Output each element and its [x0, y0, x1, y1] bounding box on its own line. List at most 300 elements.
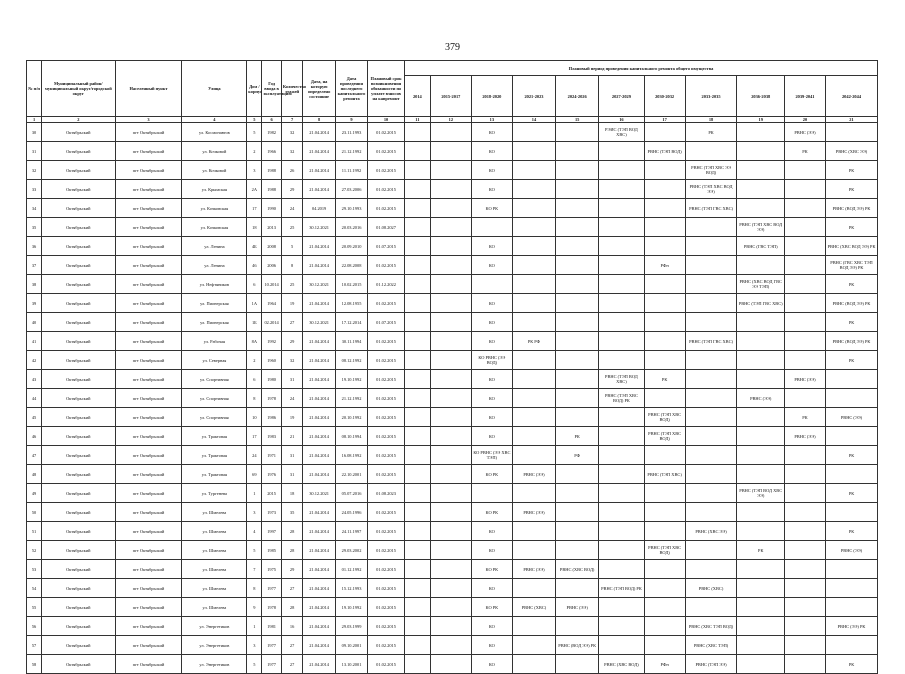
cell-state-date: 21.04.2014	[303, 598, 335, 617]
cell-settlement: пгт Октябрьский	[115, 655, 182, 674]
cell-period-work: КО РВНС (ЭЭ ХВС ТЭП)	[471, 446, 512, 465]
cell-year-built: 1981	[262, 617, 281, 636]
cell-no: 38	[27, 275, 42, 294]
cell-next-period: 01.02.2015	[368, 294, 405, 313]
cell-period-work	[644, 218, 685, 237]
cell-period-work	[430, 408, 471, 427]
cell-period-work	[784, 655, 825, 674]
table-row	[27, 313, 878, 332]
cell-last-repair-date: 24.11.1997	[335, 522, 367, 541]
cell-period-work	[737, 465, 785, 484]
table-row	[27, 617, 878, 636]
cell-period-work	[556, 579, 599, 598]
cell-street: ул. Пионерская	[182, 313, 247, 332]
cell-municipality: Октябрьский	[42, 123, 115, 142]
cell-period-work	[599, 446, 644, 465]
cell-period-work: РВНС (ТЭП ХВС ВОД) РК	[599, 389, 644, 408]
cell-period-work	[644, 560, 685, 579]
cell-next-period: 01.02.2015	[368, 161, 405, 180]
cell-period-work	[556, 484, 599, 503]
cell-period-work	[556, 142, 599, 161]
cell-last-repair-date: 05.07.2016	[335, 484, 367, 503]
cell-municipality: Октябрьский	[42, 636, 115, 655]
cell-street: ул. Шмелева	[182, 522, 247, 541]
cell-next-period: 01.07.2015	[368, 313, 405, 332]
cell-period-work	[404, 370, 430, 389]
table-row	[27, 332, 878, 351]
cell-period-work	[826, 579, 878, 598]
cell-period-work	[599, 503, 644, 522]
cell-settlement: пгт Октябрьский	[115, 465, 182, 484]
cell-no: 37	[27, 256, 42, 275]
cell-floors: 5	[281, 237, 303, 256]
cell-year-built: 1960	[262, 351, 281, 370]
cell-house: 18	[247, 218, 262, 237]
cell-period-work	[556, 465, 599, 484]
cell-period-work	[556, 503, 599, 522]
column-number: 11	[404, 117, 430, 123]
cell-municipality: Октябрьский	[42, 218, 115, 237]
cell-next-period: 01.02.2015	[368, 389, 405, 408]
table-row	[27, 180, 878, 199]
header-periods-title: Плановый период проведения капитального ремонта общего имущества	[404, 61, 877, 76]
cell-period-work	[512, 408, 555, 427]
cell-house: 69	[247, 465, 262, 484]
cell-period-work	[512, 389, 555, 408]
cell-floors: 27	[281, 636, 303, 655]
cell-period-work	[737, 560, 785, 579]
cell-street: ул. Трактовая	[182, 446, 247, 465]
cell-street: ул. Энергетиков	[182, 636, 247, 655]
cell-street: ул. Шмелева	[182, 579, 247, 598]
cell-period-work	[512, 351, 555, 370]
cell-period-work	[404, 218, 430, 237]
cell-house: 8	[247, 389, 262, 408]
cell-period-work	[556, 256, 599, 275]
cell-period-work	[599, 484, 644, 503]
cell-period-work	[599, 275, 644, 294]
cell-period-work: РК	[826, 218, 878, 237]
cell-period-work	[404, 465, 430, 484]
cell-period-work	[556, 655, 599, 674]
cell-next-period: 01.08.2027	[368, 218, 405, 237]
cell-period-work	[644, 446, 685, 465]
cell-period-work	[784, 256, 825, 275]
cell-period-work	[644, 389, 685, 408]
cell-last-repair-date: 17.12.2014	[335, 313, 367, 332]
cell-period-work	[685, 541, 737, 560]
table-row	[27, 598, 878, 617]
cell-period-work: РК	[737, 541, 785, 560]
cell-floors: 27	[281, 655, 303, 674]
cell-municipality: Октябрьский	[42, 332, 115, 351]
cell-period-work	[826, 636, 878, 655]
cell-period-work	[685, 427, 737, 446]
cell-period-work	[784, 237, 825, 256]
cell-period-work	[404, 256, 430, 275]
cell-period-work	[556, 199, 599, 218]
table-row	[27, 503, 878, 522]
cell-state-date: 21.04.2014	[303, 503, 335, 522]
cell-settlement: пгт Октябрьский	[115, 522, 182, 541]
header-period: 2015-2017	[430, 76, 471, 117]
cell-last-repair-date: 30.11.1994	[335, 332, 367, 351]
cell-period-work: РВНС (ЭЭ)	[826, 541, 878, 560]
cell-settlement: пгт Октябрьский	[115, 408, 182, 427]
cell-period-work	[737, 617, 785, 636]
cell-period-work: РВНС (ТЭП ХВС ВОД)	[644, 408, 685, 427]
cell-floors: 35	[281, 503, 303, 522]
cell-period-work	[404, 427, 430, 446]
cell-period-work: РВНС (ЭЭ)	[512, 560, 555, 579]
cell-period-work	[556, 180, 599, 199]
cell-period-work	[512, 256, 555, 275]
cell-next-period: 01.02.2015	[368, 142, 405, 161]
cell-house: 17	[247, 427, 262, 446]
cell-settlement: пгт Октябрьский	[115, 598, 182, 617]
cell-next-period: 01.02.2015	[368, 579, 405, 598]
cell-state-date: 21.04.2014	[303, 161, 335, 180]
cell-period-work	[685, 465, 737, 484]
header-period: 2024-2026	[556, 76, 599, 117]
cell-period-work	[512, 199, 555, 218]
cell-last-repair-date: 08.12.1992	[335, 351, 367, 370]
header-period: 2030-2032	[644, 76, 685, 117]
table-row	[27, 351, 878, 370]
cell-period-work	[404, 351, 430, 370]
cell-period-work	[556, 408, 599, 427]
cell-period-work	[556, 313, 599, 332]
cell-street: ул. Трактовая	[182, 465, 247, 484]
cell-period-work	[404, 503, 430, 522]
cell-street: ул. Крымская	[182, 180, 247, 199]
cell-period-work: КО	[471, 370, 512, 389]
cell-street: ул. Пионерская	[182, 294, 247, 313]
cell-period-work	[556, 237, 599, 256]
cell-last-repair-date: 29.10.1993	[335, 199, 367, 218]
cell-period-work: РК	[826, 180, 878, 199]
cell-year-built: 1988	[262, 161, 281, 180]
cell-period-work: КО РК	[471, 560, 512, 579]
cell-year-built: 1964	[262, 294, 281, 313]
cell-no: 57	[27, 636, 42, 655]
cell-last-repair-date: 08.10.1994	[335, 427, 367, 446]
cell-period-work: РВНС (ХВС ЭЭ)	[826, 142, 878, 161]
cell-last-repair-date: 09.10.2001	[335, 636, 367, 655]
cell-period-work	[430, 313, 471, 332]
cell-period-work	[404, 180, 430, 199]
cell-year-built: 1983	[262, 427, 281, 446]
cell-period-work	[737, 598, 785, 617]
cell-period-work	[430, 465, 471, 484]
cell-no: 46	[27, 427, 42, 446]
cell-period-work: РФн	[644, 256, 685, 275]
cell-street: ул. Космонавтов	[182, 123, 247, 142]
cell-period-work	[512, 636, 555, 655]
cell-state-date: 21.04.2014	[303, 123, 335, 142]
cell-floors: 19	[281, 408, 303, 427]
cell-period-work: КО	[471, 636, 512, 655]
header-last-repair-date: Дата проведения последнего капитального ремонта	[335, 61, 367, 117]
cell-period-work	[430, 389, 471, 408]
cell-period-work	[784, 465, 825, 484]
cell-last-repair-date: 19.10.1992	[335, 598, 367, 617]
cell-street: ул. Энергетиков	[182, 655, 247, 674]
cell-period-work	[685, 598, 737, 617]
cell-period-work	[430, 636, 471, 655]
cell-period-work	[784, 199, 825, 218]
cell-period-work: РВНС (ТЭП ГВС ХВС)	[685, 332, 737, 351]
cell-year-built: 1978	[262, 598, 281, 617]
cell-state-date: 21.04.2014	[303, 351, 335, 370]
cell-period-work	[512, 370, 555, 389]
cell-period-work	[404, 161, 430, 180]
cell-floors: 29	[281, 180, 303, 199]
cell-period-work	[784, 579, 825, 598]
cell-year-built: 1990	[262, 199, 281, 218]
cell-state-date: 21.04.2014	[303, 655, 335, 674]
cell-period-work: РК	[826, 522, 878, 541]
cell-municipality: Октябрьский	[42, 199, 115, 218]
column-number: 2	[42, 117, 115, 123]
cell-street: ул. Ленина	[182, 256, 247, 275]
cell-year-built: 2008	[262, 237, 281, 256]
cell-period-work: РВНС (ЭЭ)	[512, 503, 555, 522]
table-row	[27, 199, 878, 218]
column-number: 10	[368, 117, 405, 123]
cell-period-work	[737, 636, 785, 655]
cell-year-built: 1985	[262, 541, 281, 560]
cell-house: 1Б	[247, 313, 262, 332]
cell-period-work	[784, 294, 825, 313]
cell-floors: 28	[281, 522, 303, 541]
cell-period-work: РВНС (ЭЭ)	[784, 123, 825, 142]
cell-period-work	[404, 484, 430, 503]
cell-no: 43	[27, 370, 42, 389]
cell-period-work	[784, 541, 825, 560]
cell-house: 7	[247, 560, 262, 579]
cell-period-work: РВНС (ТЭП ХВС ВОД)	[644, 427, 685, 446]
cell-period-work	[737, 351, 785, 370]
table-row	[27, 522, 878, 541]
table-row	[27, 161, 878, 180]
page-number: 379	[445, 42, 460, 53]
column-number: 13	[471, 117, 512, 123]
cell-settlement: пгт Октябрьский	[115, 446, 182, 465]
cell-municipality: Октябрьский	[42, 294, 115, 313]
cell-municipality: Октябрьский	[42, 389, 115, 408]
cell-period-work: РК РФ	[512, 332, 555, 351]
cell-house: 17	[247, 199, 262, 218]
cell-period-work	[512, 522, 555, 541]
cell-house: 1А	[247, 294, 262, 313]
cell-period-work	[512, 161, 555, 180]
table-row	[27, 427, 878, 446]
cell-state-date: 21.04.2014	[303, 370, 335, 389]
cell-period-work	[512, 541, 555, 560]
cell-no: 33	[27, 180, 42, 199]
table-row	[27, 465, 878, 484]
cell-period-work: КО	[471, 142, 512, 161]
cell-period-work	[404, 237, 430, 256]
cell-state-date: 21.04.2014	[303, 617, 335, 636]
cell-last-repair-date: 01.12.1992	[335, 560, 367, 579]
cell-period-work	[644, 351, 685, 370]
cell-state-date: 30.12.2021	[303, 218, 335, 237]
cell-settlement: пгт Октябрьский	[115, 332, 182, 351]
cell-next-period: 01.02.2015	[368, 199, 405, 218]
cell-period-work: РВНС (ТЭП ГВС ХВС)	[685, 199, 737, 218]
cell-year-built: 1988	[262, 180, 281, 199]
cell-settlement: пгт Октябрьский	[115, 636, 182, 655]
cell-year-built: 1986	[262, 408, 281, 427]
cell-settlement: пгт Октябрьский	[115, 351, 182, 370]
cell-floors: 28	[281, 541, 303, 560]
cell-street: ул. Нефтяников	[182, 275, 247, 294]
table-row	[27, 655, 878, 674]
cell-period-work	[737, 408, 785, 427]
cell-period-work: РВНС (ЭЭ)	[826, 408, 878, 427]
cell-state-date: 21.04.2014	[303, 237, 335, 256]
cell-street: ул. Рабочая	[182, 332, 247, 351]
cell-period-work: КО	[471, 579, 512, 598]
cell-period-work	[404, 142, 430, 161]
cell-period-work	[512, 237, 555, 256]
cell-period-work	[556, 275, 599, 294]
cell-last-repair-date: 22.10.2001	[335, 465, 367, 484]
cell-period-work	[784, 617, 825, 636]
cell-house: 6	[247, 370, 262, 389]
cell-period-work: РВНС (ТЭП ВОД ХВС ЭЭ)	[737, 484, 785, 503]
cell-period-work	[685, 142, 737, 161]
cell-house: 2	[247, 142, 262, 161]
cell-period-work	[644, 332, 685, 351]
header-period: 2027-2029	[599, 76, 644, 117]
cell-period-work	[784, 389, 825, 408]
cell-period-work	[784, 503, 825, 522]
cell-period-work	[404, 389, 430, 408]
cell-period-work: КО	[471, 655, 512, 674]
cell-last-repair-date: 29.03.2002	[335, 541, 367, 560]
cell-period-work	[644, 484, 685, 503]
cell-period-work: КО	[471, 123, 512, 142]
cell-period-work	[784, 522, 825, 541]
cell-period-work	[599, 199, 644, 218]
header-floors: Количество этажей	[281, 61, 303, 117]
cell-period-work: РК	[826, 161, 878, 180]
cell-period-work: РВНС (ЭЭ)	[556, 598, 599, 617]
cell-state-date: 21.04.2014	[303, 522, 335, 541]
cell-period-work	[512, 427, 555, 446]
cell-period-work: РВНС (ТЭП ВОД) РК	[599, 579, 644, 598]
cell-settlement: пгт Октябрьский	[115, 541, 182, 560]
cell-period-work: РК	[826, 484, 878, 503]
cell-period-work	[784, 180, 825, 199]
header-street: Улица	[182, 61, 247, 117]
cell-state-date: 21.04.2014	[303, 541, 335, 560]
cell-period-work: РВНС (ВОД ЭЭ) РК	[826, 332, 878, 351]
cell-floors: 32	[281, 123, 303, 142]
cell-period-work	[644, 294, 685, 313]
cell-no: 56	[27, 617, 42, 636]
cell-last-repair-date: 21.12.1992	[335, 389, 367, 408]
header-period: 2018-2020	[471, 76, 512, 117]
cell-year-built: 1973	[262, 503, 281, 522]
cell-period-work	[430, 617, 471, 636]
cell-year-built: 2013	[262, 218, 281, 237]
cell-period-work	[556, 351, 599, 370]
cell-next-period: 01.02.2015	[368, 655, 405, 674]
cell-period-work	[685, 294, 737, 313]
cell-street: ул. Трактовая	[182, 427, 247, 446]
cell-settlement: пгт Октябрьский	[115, 560, 182, 579]
cell-period-work: КО	[471, 541, 512, 560]
cell-period-work	[737, 313, 785, 332]
cell-period-work	[599, 218, 644, 237]
cell-period-work	[430, 256, 471, 275]
cell-period-work: РВНС (ТЭП ХВС ЭЭ ВОД)	[685, 161, 737, 180]
cell-period-work: КО РК	[471, 503, 512, 522]
cell-house: 4	[247, 522, 262, 541]
cell-house: 24	[247, 446, 262, 465]
cell-period-work: КО	[471, 256, 512, 275]
cell-last-repair-date: 15.12.1993	[335, 579, 367, 598]
cell-period-work	[599, 313, 644, 332]
cell-floors: 26	[281, 161, 303, 180]
cell-period-work: РВНС (ГВС ТЭП)	[737, 237, 785, 256]
table-row	[27, 275, 878, 294]
cell-period-work	[599, 408, 644, 427]
cell-period-work	[685, 560, 737, 579]
cell-house: 1	[247, 617, 262, 636]
table-body	[27, 123, 878, 674]
table-row	[27, 408, 878, 427]
cell-period-work	[644, 522, 685, 541]
cell-last-repair-date: 21.12.1992	[335, 142, 367, 161]
table-row	[27, 446, 878, 465]
cell-street: ул. Ленина	[182, 237, 247, 256]
column-number: 12	[430, 117, 471, 123]
cell-period-work: РК	[826, 351, 878, 370]
cell-state-date: 21.04.2014	[303, 427, 335, 446]
cell-period-work	[430, 598, 471, 617]
cell-no: 32	[27, 161, 42, 180]
cell-street: ул. Кочковой	[182, 161, 247, 180]
cell-period-work	[404, 275, 430, 294]
column-number: 19	[737, 117, 785, 123]
cell-period-work	[685, 351, 737, 370]
cell-period-work	[430, 218, 471, 237]
table-row	[27, 541, 878, 560]
cell-next-period: 01.02.2015	[368, 560, 405, 579]
header-period: 2033-2035	[685, 76, 737, 117]
cell-period-work	[599, 598, 644, 617]
cell-municipality: Октябрьский	[42, 560, 115, 579]
cell-floors: 32	[281, 351, 303, 370]
cell-period-work: РВНС (ХВС)	[685, 579, 737, 598]
header-period: 2036-2038	[737, 76, 785, 117]
cell-last-repair-date: 20.09.2010	[335, 237, 367, 256]
cell-state-date: 21.04.2014	[303, 294, 335, 313]
cell-floors: 8	[281, 256, 303, 275]
cell-period-work: РВНС (ЭЭ)	[737, 389, 785, 408]
cell-period-work: РК	[826, 446, 878, 465]
cell-period-work	[512, 294, 555, 313]
cell-period-work	[556, 541, 599, 560]
cell-period-work	[737, 142, 785, 161]
cell-period-work	[784, 446, 825, 465]
cell-period-work	[404, 294, 430, 313]
